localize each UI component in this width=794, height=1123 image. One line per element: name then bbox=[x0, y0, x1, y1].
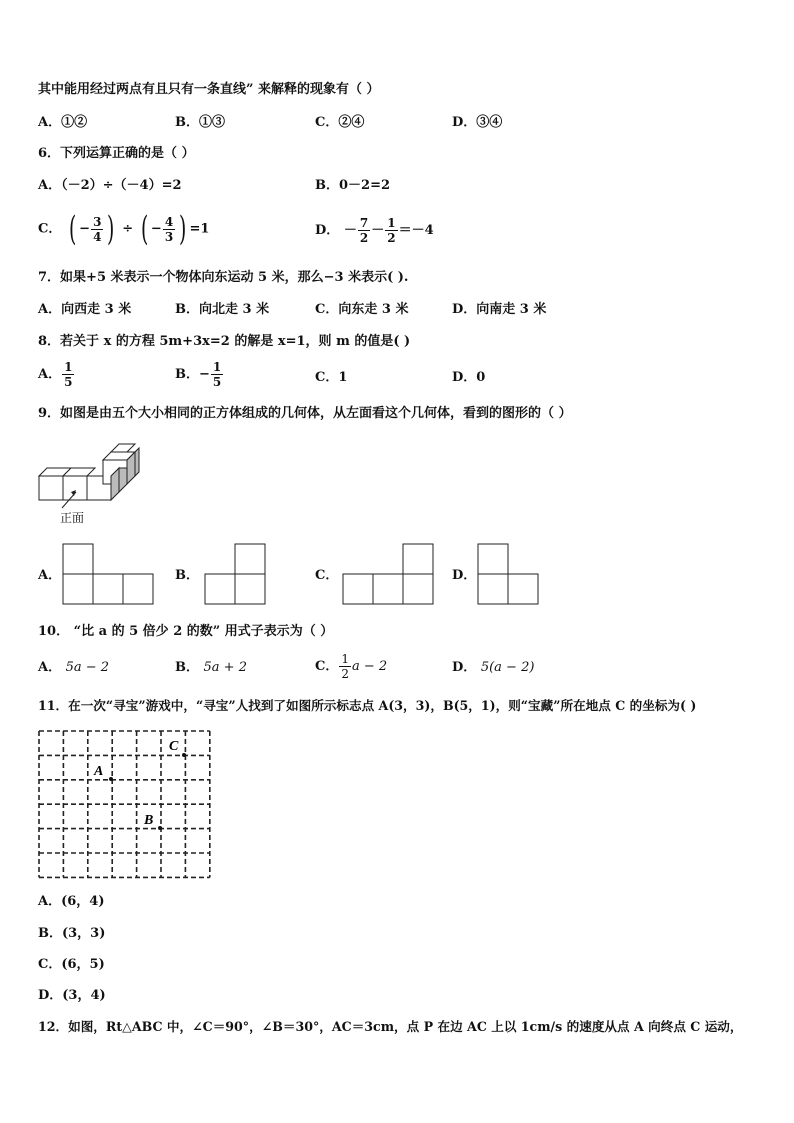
minus-sign: − bbox=[150, 221, 162, 237]
option-letter: D． bbox=[452, 370, 477, 385]
option-d[interactable] bbox=[452, 302, 546, 318]
minus-sign: − bbox=[199, 367, 210, 382]
question-11-stem: 11．在一次“寻宝”游戏中，“寻宝”人找到了如图所示标志点 A(3，3)，B(5，1)，则“宝藏”所在地点 C 的坐标为( ) bbox=[38, 698, 697, 713]
denominator: 2 bbox=[341, 667, 349, 681]
numerator: 3 bbox=[93, 214, 102, 229]
option-letter: C． bbox=[315, 659, 339, 674]
option-a[interactable] bbox=[38, 660, 109, 676]
option-letter: A． bbox=[38, 178, 62, 193]
right-paren: ) bbox=[179, 209, 187, 249]
option-a[interactable] bbox=[38, 360, 75, 389]
divide-sign: ÷ bbox=[122, 221, 134, 237]
option-text: 5a − 2 bbox=[65, 660, 110, 675]
fraction bbox=[62, 360, 74, 389]
left-paren: ( bbox=[140, 209, 148, 249]
option-text: a − 2 bbox=[352, 659, 388, 674]
equals-text: =1 bbox=[189, 221, 210, 237]
option-letter: C． bbox=[38, 221, 62, 237]
option-text: ③④ bbox=[476, 115, 503, 130]
option-a[interactable]: A．(6，4) bbox=[38, 894, 105, 909]
option-b[interactable] bbox=[175, 302, 269, 318]
option-letter: A． bbox=[38, 115, 62, 130]
option-b-letter[interactable]: B． bbox=[175, 568, 199, 583]
treasure-grid bbox=[38, 730, 210, 878]
option-text: （－2）÷（－4）=2 bbox=[61, 178, 182, 193]
equals-text: ＝－4 bbox=[398, 223, 434, 238]
option-letter: C． bbox=[315, 302, 339, 317]
question-continuation: 其中能用经过两点有且只有一条直线” 来解释的现象有（ ） bbox=[38, 82, 380, 97]
option-letter: A． bbox=[38, 660, 62, 675]
option-c-letter[interactable]: C． bbox=[315, 568, 339, 583]
option-d[interactable] bbox=[315, 216, 434, 245]
option-letter: B． bbox=[175, 115, 199, 130]
fraction bbox=[211, 360, 223, 389]
option-text: 5a + 2 bbox=[203, 660, 247, 675]
denominator: 5 bbox=[212, 375, 222, 389]
option-letter: A． bbox=[38, 302, 62, 317]
question-10-stem: 10． “比 a 的 5 倍少 2 的数” 用式子表示为（ ） bbox=[38, 624, 334, 639]
numerator: 1 bbox=[212, 360, 222, 374]
option-b[interactable] bbox=[175, 115, 225, 131]
option-a-figure[interactable] bbox=[62, 543, 154, 605]
point-c-marker bbox=[182, 753, 186, 757]
option-letter: D． bbox=[315, 223, 340, 238]
option-letter: D． bbox=[452, 660, 477, 675]
option-text: 向东走 3 米 bbox=[338, 302, 409, 317]
point-a-label: A bbox=[94, 764, 104, 779]
option-letter: D． bbox=[452, 115, 477, 130]
option-c[interactable] bbox=[38, 209, 210, 249]
option-d[interactable] bbox=[452, 660, 534, 676]
question-7-stem: 7．如果+5 米表示一个物体向东运动 5 米，那么−3 米表示( ). bbox=[38, 270, 409, 285]
option-text: ②④ bbox=[338, 115, 365, 130]
option-d-figure[interactable] bbox=[477, 543, 539, 605]
denominator: 5 bbox=[64, 375, 73, 389]
option-letter: B． bbox=[175, 302, 199, 317]
fraction bbox=[91, 215, 103, 244]
numerator: 1 bbox=[341, 652, 349, 666]
option-d[interactable]: D．(3，4) bbox=[38, 988, 106, 1003]
option-d-letter[interactable]: D． bbox=[452, 568, 477, 583]
point-b-marker bbox=[158, 826, 162, 830]
option-a[interactable] bbox=[38, 178, 182, 194]
denominator: 2 bbox=[387, 231, 396, 245]
option-c[interactable] bbox=[315, 115, 364, 131]
option-letter: C． bbox=[315, 115, 339, 130]
option-b-figure[interactable] bbox=[204, 543, 266, 605]
option-c[interactable]: C．(6，5) bbox=[38, 957, 105, 972]
option-text: 向北走 3 米 bbox=[199, 302, 270, 317]
point-a-marker bbox=[109, 777, 113, 781]
fraction bbox=[163, 215, 175, 244]
option-b[interactable] bbox=[175, 360, 224, 389]
option-d[interactable] bbox=[452, 370, 485, 386]
option-a-letter[interactable]: A． bbox=[38, 568, 62, 583]
minus-sign: − bbox=[79, 221, 91, 237]
fraction bbox=[358, 216, 370, 245]
minus-sign: － bbox=[371, 223, 385, 238]
numerator: 1 bbox=[64, 360, 73, 374]
numerator: 4 bbox=[164, 214, 174, 229]
option-letter: B． bbox=[175, 367, 199, 382]
fraction bbox=[385, 216, 397, 245]
option-text: 0－2=2 bbox=[339, 178, 391, 193]
option-letter: A． bbox=[38, 367, 62, 382]
question-6-stem: 6．下列运算正确的是（ ） bbox=[38, 146, 195, 161]
option-text: 向西走 3 米 bbox=[61, 302, 132, 317]
option-d[interactable] bbox=[452, 115, 502, 131]
option-letter: D． bbox=[452, 302, 477, 317]
option-c[interactable] bbox=[315, 652, 387, 681]
denominator: 2 bbox=[359, 231, 369, 245]
option-b[interactable]: B．(3，3) bbox=[38, 926, 106, 941]
question-12-stem: 12．如图，Rt△ABC 中，∠C＝90°，∠B＝30°，AC＝3cm，点 P 在边 AC 上以 1cm/s 的速度从点 A 向终点 C 运动， bbox=[38, 1019, 743, 1034]
option-b[interactable] bbox=[315, 178, 390, 194]
option-b[interactable] bbox=[175, 660, 247, 676]
cube-solid-figure bbox=[38, 432, 142, 526]
option-a[interactable] bbox=[38, 115, 87, 131]
right-paren: ) bbox=[107, 209, 115, 249]
option-c[interactable] bbox=[315, 370, 347, 386]
option-text: 5(a − 2) bbox=[480, 660, 535, 675]
question-8-stem: 8．若关于 x 的方程 5m+3x=2 的解是 x=1，则 m 的值是( ) bbox=[38, 334, 411, 349]
point-c-label: C bbox=[169, 739, 179, 754]
option-a[interactable] bbox=[38, 302, 131, 318]
fraction bbox=[339, 652, 351, 681]
option-text: 向南走 3 米 bbox=[476, 302, 547, 317]
option-text: 0 bbox=[476, 370, 486, 385]
numerator: 1 bbox=[387, 216, 396, 230]
denominator: 3 bbox=[164, 229, 174, 244]
option-text: 1 bbox=[338, 370, 348, 385]
minus-sign: － bbox=[343, 223, 357, 238]
denominator: 4 bbox=[93, 229, 102, 244]
point-b-label: B bbox=[144, 813, 154, 828]
front-label: 正面 bbox=[60, 511, 85, 525]
question-9-stem: 9．如图是由五个大小相同的正方体组成的几何体，从左面看这个几何体，看到的图形的（ ） bbox=[38, 406, 572, 421]
option-text: ①② bbox=[61, 115, 88, 130]
numerator: 7 bbox=[359, 216, 369, 230]
option-c[interactable] bbox=[315, 302, 408, 318]
option-c-figure[interactable] bbox=[342, 543, 434, 605]
option-text: ①③ bbox=[199, 115, 226, 130]
option-letter: B． bbox=[315, 178, 339, 193]
left-paren: ( bbox=[68, 209, 77, 249]
option-letter: C． bbox=[315, 370, 339, 385]
option-letter: B． bbox=[175, 660, 199, 675]
